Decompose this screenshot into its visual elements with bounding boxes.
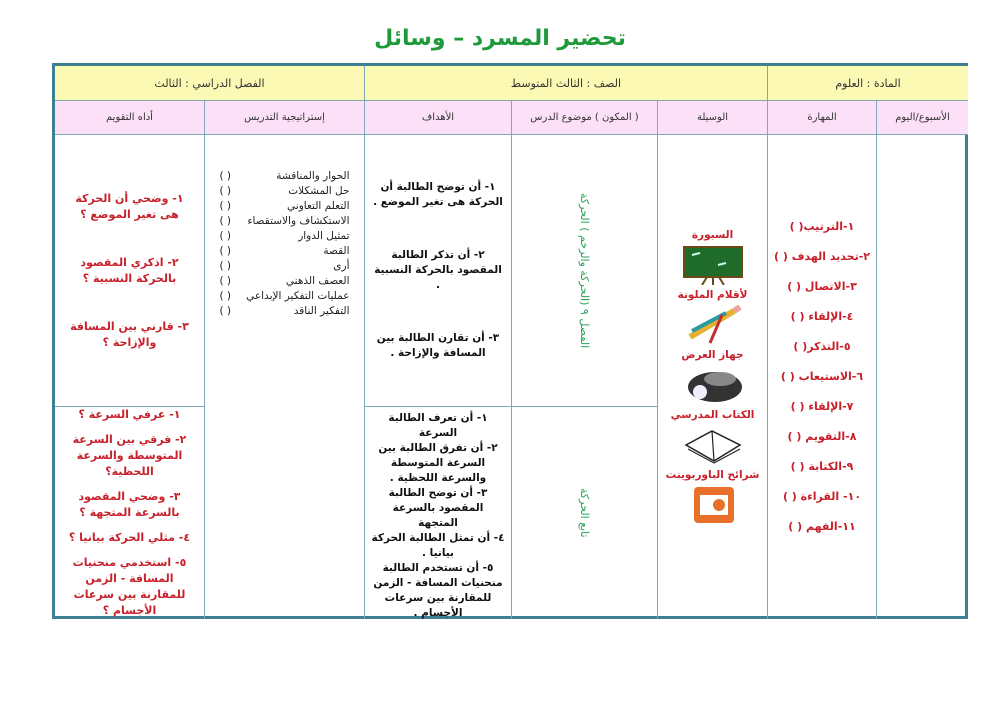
skill-item: ١٠- القراءة ( ): [782, 490, 862, 503]
skills-cell: [768, 135, 877, 619]
strategy-label: القصة: [323, 245, 350, 257]
topic-cell-2: [512, 407, 658, 619]
media-cell: [658, 135, 768, 619]
strategy-label: أرى: [333, 260, 350, 272]
objective: ٥- أن تستخدم الطالبة منحنيات المسافة - الزمن للمقارنة بين سرعات الأجسام .: [373, 562, 503, 619]
strategy-item: [220, 199, 350, 213]
objective: ١- أن تعرف الطالبة السرعة: [388, 412, 488, 439]
strategy-item: [220, 229, 350, 243]
col-topic: ( المكون ) موضوع الدرس: [512, 101, 658, 135]
evaluation-question: ٤- مثلي الحركة بيانيا ؟: [68, 531, 191, 544]
skill-item: ٧-الإلقاء ( ): [790, 400, 854, 413]
strategy-label: تمثيل الدوار: [298, 230, 350, 242]
strategy-checkbox: ( ): [219, 275, 232, 287]
strategy-checkbox: ( ): [219, 200, 232, 212]
strategy-checkbox: ( ): [219, 185, 232, 197]
strategy-label: التعلم التعاوني: [287, 200, 350, 212]
strategy-item: [220, 214, 350, 228]
col-strategy: إستراتيجية التدريس: [205, 101, 365, 135]
evaluation-question: ٢- اذكري المقصود بالحركة النسبية ؟: [80, 255, 179, 285]
strategy-label: الاستكشاف والاستقصاء: [247, 215, 350, 227]
objective: ٣- أن توضح الطالبة المقصود بالسرعة المتجهة: [388, 487, 488, 529]
skill-item: ٥-التذكر( ): [793, 340, 851, 353]
objective: ٢- أن تذكر الطالبة المقصود بالحركة النسبية .: [374, 249, 502, 291]
skill-item: ٤-الإلقاء ( ): [790, 310, 854, 323]
objectives-cell-2: [365, 407, 512, 619]
blackboard-icon: [682, 245, 744, 285]
strategy-item: [220, 169, 350, 183]
strategy-cell: [205, 135, 365, 619]
evaluation-question: ٣- وضحي المقصود بالسرعة المتجهة ؟: [78, 490, 181, 519]
week-cell: [877, 135, 968, 619]
media-label: لأقلام الملونة: [677, 289, 748, 301]
strategy-item: [220, 274, 350, 288]
term-cell: الفصل الدراسي : الثالث: [55, 66, 365, 101]
strategy-label: عمليات التفكير الإبداعي: [246, 290, 350, 302]
skill-item: ٩-الكتابة ( ): [790, 460, 854, 473]
evaluation-question: ٣- قارني بين المسافة والإزاحة ؟: [70, 319, 189, 349]
skill-item: ٣-الاتصال ( ): [787, 280, 857, 293]
topic-cell-1: [512, 135, 658, 407]
strategy-item: [220, 289, 350, 303]
evaluation-question: ١- عرفي السرعة ؟: [78, 408, 181, 421]
media-label: الكتاب المدرسي: [670, 409, 755, 421]
pencils-icon: [682, 305, 744, 345]
powerpoint-icon: [682, 485, 744, 525]
strategy-checkbox: ( ): [219, 245, 232, 257]
objective: ٤- أن تمثل الطالبة الحركة بيانيا .: [371, 532, 505, 559]
lesson-plan-table: [52, 63, 968, 619]
strategy-checkbox: ( ): [219, 305, 232, 317]
strategy-item: [220, 304, 350, 318]
strategy-label: التفكير الناقد: [293, 305, 350, 317]
topic-2: تابع الحركة: [578, 488, 591, 538]
objective: ١- أن توضح الطالبة أن الحركة هى تغير الموضع .: [373, 181, 503, 208]
book-icon: [682, 425, 744, 465]
skill-item: ١-الترتيب( ): [789, 220, 855, 233]
grade-cell: الصف : الثالث المتوسط: [365, 66, 768, 101]
strategy-label: حل المشكلات: [288, 185, 350, 197]
objective: ٣- أن تقارن الطالبة بين المسافة والإزاحة .: [376, 332, 500, 359]
strategy-checkbox: ( ): [219, 290, 232, 302]
strategy-label: الحوار والمناقشة: [276, 170, 350, 182]
strategy-item: [220, 259, 350, 273]
strategy-checkbox: ( ): [219, 230, 232, 242]
col-objectives: الأهداف: [365, 101, 512, 135]
media-label: شرائح الباوربوينت: [665, 469, 760, 481]
strategy-checkbox: ( ): [219, 170, 232, 182]
strategy-list: [220, 169, 350, 318]
col-week: الأسبوع/اليوم: [877, 101, 968, 135]
strategy-label: العصف الذهني: [285, 275, 350, 287]
evaluation-question: ٢- فرقي بين السرعة المتوسطة والسرعة اللحظية؟: [72, 433, 187, 478]
objective: ٢- أن تفرق الطالبة بين السرعة المتوسطة والسرعة اللحظية .: [378, 442, 498, 484]
media-label: جهاز العرض: [681, 349, 744, 361]
col-media: الوسيلة: [658, 101, 768, 135]
strategy-checkbox: ( ): [219, 260, 232, 272]
objectives-cell-1: [365, 135, 512, 407]
skill-item: ٢-تحديد الهدف ( ): [773, 250, 871, 263]
subject-cell: المادة : العلوم: [768, 66, 968, 101]
skill-item: ١١-الفهم ( ): [788, 520, 856, 533]
skills-list: [774, 219, 870, 535]
evaluation-cell-1: [55, 135, 205, 407]
strategy-item: [220, 244, 350, 258]
col-evaluation: أداه التقويم: [55, 101, 205, 135]
page-title: تحضير المسرد – وسائل: [374, 26, 626, 51]
topic-1: الفصل ٩ (الحركة والزخم ) الحركة: [578, 192, 591, 349]
strategy-item: [220, 184, 350, 198]
strategy-checkbox: ( ): [219, 215, 232, 227]
media-list: [666, 229, 760, 525]
col-skill: المهارة: [768, 101, 877, 135]
projector-icon: [682, 365, 744, 405]
skill-item: ٦-الاستيعاب ( ): [780, 370, 864, 383]
evaluation-question: ١- وضحي أن الحركة هى تغير الموضع ؟: [75, 191, 184, 221]
evaluation-question: ٥- استخدمي منحنيات المسافة - الزمن للمقارنة بين سرعات الأجسام ؟: [72, 556, 187, 617]
media-label: السبورة: [691, 229, 734, 241]
skill-item: ٨-التقويم ( ): [787, 430, 857, 443]
evaluation-cell-2: [55, 407, 205, 619]
